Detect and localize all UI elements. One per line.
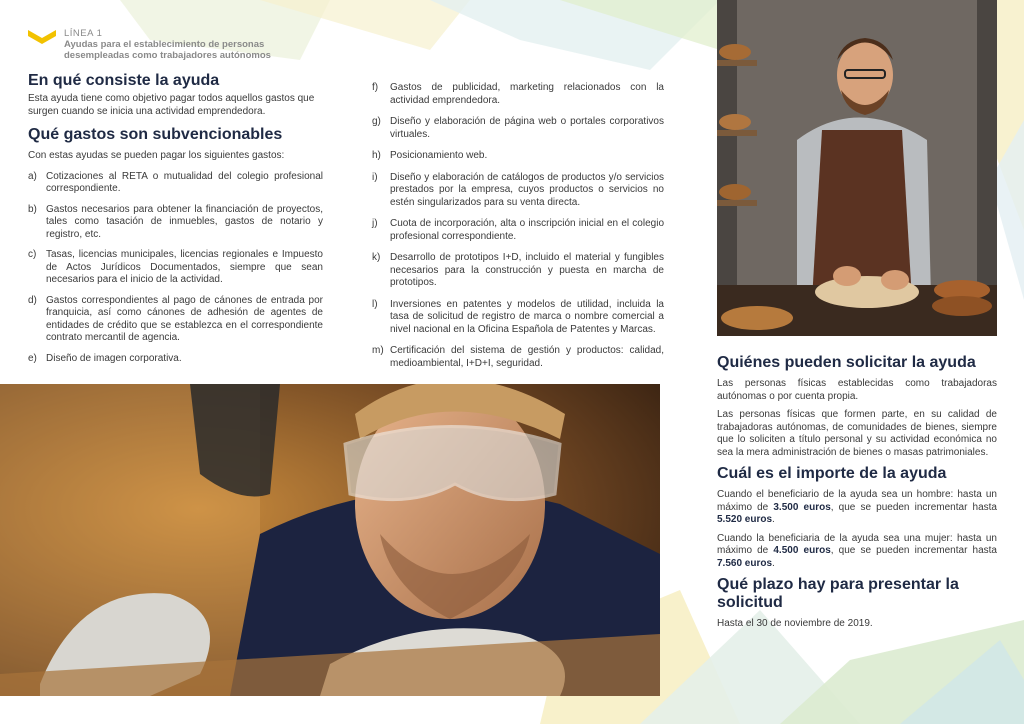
list-item-letter: f) [372,82,379,93]
list-item-text: Tasas, licencias municipales, licencias regionales e Impuesto de Actos Jurídicos Documentados, siempre que sean necesarios para el inicio de la actividad. [46,249,323,285]
list-item [28,295,323,345]
list-item-text: Inversiones en patentes y modelos de utilidad, incluida la tasa de solicitud de registro de marca o nombre comercial a nivel nacional en la Oficina Española de Patentes y Marcas. [390,298,664,335]
column-middle [372,82,664,379]
worker-illustration [0,384,660,696]
heading-importe: Cuál es el importe de la ayuda [717,465,947,482]
list-item-text: Desarrollo de prototipos I+D, incluido el material y fungibles necesarios para la construcción y puesta en marcha de prototipos. [390,252,664,288]
photo-worker-safety-glasses [0,384,660,696]
list-item [372,116,664,141]
importe-mujer-text-2: , que se pueden incrementar hasta [830,545,997,556]
list-item-text: Diseño y elaboración de catálogos de productos y/o servicios prestados por la empresa, cuyos productos o servicios no estén singularizados para su venta directa. [390,171,664,208]
list-item [372,172,664,210]
list-item-letter: e) [28,352,37,364]
list-item-text: Cotizaciones al RETA o mutualidad del colegio profesional correspondiente. [46,170,323,194]
importe-hombre-increase: 5.520 euros [717,514,773,525]
list-item-text: Certificación del sistema de gestión y productos: calidad, medioambiental, I+D+I, seguridad. [390,345,664,369]
list-item [372,252,664,290]
chevron-down-icon [28,30,56,44]
importe-mujer-text-1: Cuando la beneficiaria de la ayuda sea una mujer: hasta un máximo de [717,532,997,556]
list-item [28,204,323,242]
list-item-letter: b) [28,203,37,215]
list-item-letter: a) [28,170,37,182]
list-item-letter: c) [28,249,37,260]
list-item-letter: k) [372,252,381,263]
paragraph-plazo: Hasta el 30 de noviembre de 2019. [717,618,873,629]
paragraph-gastos-intro: Con estas ayudas se pueden pagar los siguientes gastos: [28,150,285,161]
baker-illustration [717,0,997,336]
line-description: Ayudas para el establecimiento de personas desempleadas como trabajadores autónomos [64,39,271,61]
column-right [717,354,997,637]
heading-quienes-pueden: Quiénes pueden solicitar la ayuda [717,354,976,371]
paragraph-en-que-consiste: Esta ayuda tiene como objetivo pagar todos aquellos gastos que surgen cuando se inicia una actividad emprendedora. [28,93,315,117]
list-item [372,345,664,370]
list-item-text: Gastos correspondientes al pago de cánones de entrada por franquicia, así como cánones de adhesión de agentes de entidades de crédito que se establezca en el correspondiente contrato mercantil de agencia. [46,294,323,343]
list-item-text: Gastos de publicidad, marketing relacionados con la actividad emprendedora. [390,82,664,106]
expenses-list-part-2 [372,82,664,370]
importe-hombre-text-3: . [772,514,775,525]
list-item-text: Posicionamiento web. [390,150,488,161]
list-item [28,249,323,287]
list-item [28,353,323,366]
importe-mujer-text-3: . [772,557,775,569]
list-item-letter: i) [372,171,378,183]
paragraph-quienes-2: Las personas físicas que formen parte, en su calidad de trabajadoras autónomas, de comunidades de bienes, siempre que lo soliciten a título personal y su actividad económica no sea la mera administración de bienes o masas patrimoniales. [717,409,997,458]
paragraph-importe-mujer [717,533,997,571]
list-item-letter: m) [372,345,384,356]
importe-mujer-increase: 7.560 euros [717,557,773,569]
heading-plazo: Qué plazo hay para presentar la solicitud [717,576,959,611]
importe-hombre-max: 3.500 euros [773,501,831,513]
column-left [28,72,323,373]
paragraph-quienes-1: Las personas físicas establecidas como trabajadoras autónomas o por cuenta propia. [717,378,997,402]
expenses-list-part-1 [28,171,323,366]
list-item [372,218,664,243]
list-item-letter: l) [372,298,378,310]
importe-hombre-text-1: Cuando el beneficiario de la ayuda sea un hombre: hasta un máximo de [717,489,997,513]
photo-baker [717,0,997,336]
list-item [28,171,323,196]
list-item [372,150,664,163]
paragraph-importe-hombre [717,489,997,527]
heading-en-que-consiste: En qué consiste la ayuda [28,72,220,89]
line-label: LÍNEA 1 [64,28,103,39]
list-item-letter: d) [28,294,37,306]
importe-mujer-max: 4.500 euros [773,545,831,556]
list-item [372,299,664,337]
heading-gastos-subvencionables: Qué gastos son subvencionables [28,126,283,143]
list-item-text: Gastos necesarios para obtener la financiación de proyectos, tales como tasación de inmuebles, gastos de notario y registro, etc. [46,203,323,240]
list-item-letter: g) [372,116,381,127]
list-item-text: Diseño de imagen corporativa. [46,352,182,364]
list-item-letter: h) [372,150,381,161]
list-item-text: Diseño y elaboración de página web o portales corporativos virtuales. [390,116,664,140]
list-item-text: Cuota de incorporación, alta o inscripción inicial en el colegio profesional correspondiente. [390,218,664,242]
list-item [372,82,664,107]
list-item-letter: j) [372,218,378,229]
importe-hombre-text-2: , que se pueden incrementar hasta [830,501,997,513]
